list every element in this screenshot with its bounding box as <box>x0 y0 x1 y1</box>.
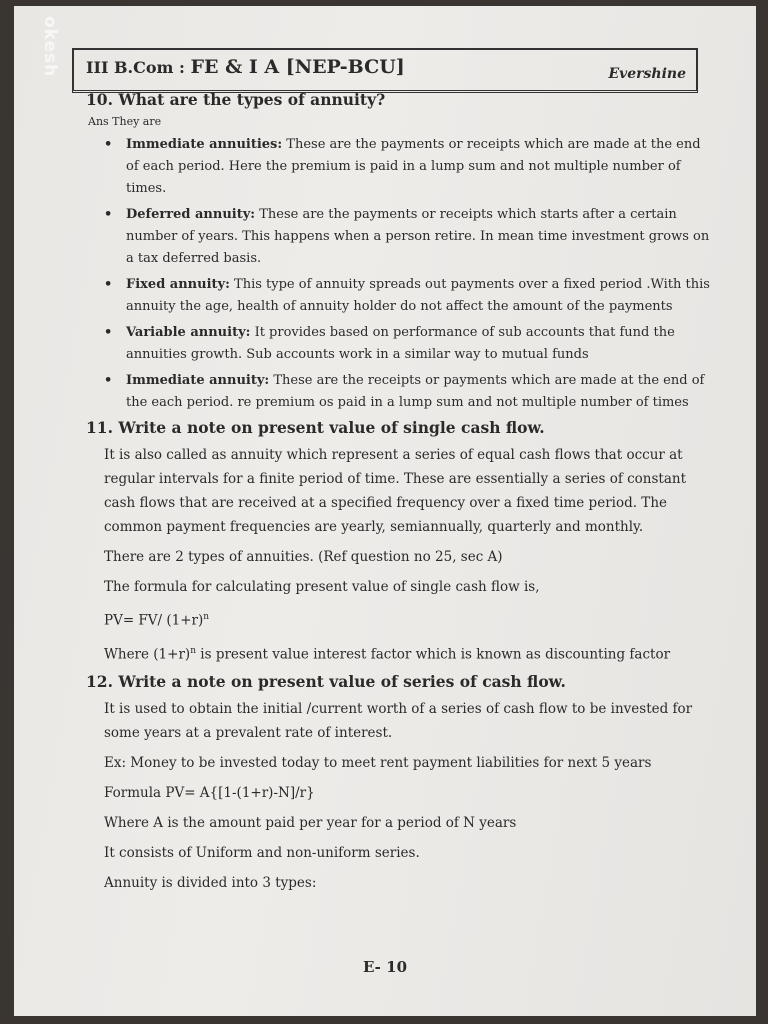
list-item-text: It provides based on performance of sub accounts that fund the annuities growth. Sub accounts work in a similar way to mutual funds <box>126 325 675 362</box>
list-item <box>104 134 714 200</box>
paragraph: Ex: Money to be invested today to meet rent payment liabilities for next 5 years <box>104 755 652 771</box>
list-item-text: These are the payments or receipts which starts after a certain number of years. This happens when a person retire. In mean time investment grows on a tax deferred basis. <box>126 207 710 266</box>
list-item-term: Immediate annuity: <box>126 373 270 388</box>
formula-exponent: n <box>190 645 196 656</box>
list-item-text: These are the payments or receipts which are made at the end of each period. Here the premium is paid in a lump sum and not multiple number of times. <box>126 137 701 196</box>
course-title <box>86 56 405 78</box>
list-item <box>104 322 714 366</box>
formula-exponent: n <box>203 612 210 622</box>
list-item <box>104 370 714 414</box>
course-title-prefix: III B.Com : <box>86 58 191 77</box>
list-item-term: Fixed annuity: <box>126 277 230 292</box>
course-title-main: FE & I A [NEP-BCU] <box>190 56 405 78</box>
list-item <box>104 204 714 270</box>
paragraph-part: Where (1+r) <box>104 646 191 662</box>
formula: Formula PV= A{[1-(1+r)-N]/r} <box>104 785 315 801</box>
question-12-body <box>74 697 714 895</box>
question-12-title: 12. Write a note on present value of series of cash flow. <box>86 672 566 691</box>
paragraph-part: is present value interest factor which is known as discounting factor <box>195 646 671 662</box>
formula-main: PV= FV/ (1+r) <box>104 612 204 629</box>
bullet-icon: • <box>104 137 113 152</box>
paragraph: It is used to obtain the initial /current worth of a series of cash flow to be invested for some years at a prevalent rate of interest. <box>104 701 693 741</box>
page-number: E- 10 <box>362 958 408 976</box>
list-item-text: These are the receipts or payments which are made at the end of the each period. re premium os paid in a lump sum and not multiple number of times <box>126 373 705 410</box>
page-content <box>74 90 714 901</box>
document-page <box>14 6 756 1016</box>
bullet-icon: • <box>104 325 113 340</box>
question-10-title: 10. What are the types of annuity? <box>86 90 386 109</box>
question-11-body <box>74 443 714 666</box>
paragraph: It is also called as annuity which represent a series of equal cash flows that occur at regular intervals for a finite period of time. These are essentially a series of constant cash flows that are received at a specified frequency over a fixed time period. The common payment frequencies are yearly, semiannually, quarterly and monthly. <box>104 447 687 535</box>
paragraph: Annuity is divided into 3 types: <box>104 875 317 891</box>
page-header <box>72 48 698 93</box>
list-item-text: This type of annuity spreads out payments over a fixed period .With this annuity the age, health of annuity holder do not affect the amount of the payments <box>126 277 710 314</box>
paragraph: Where A is the amount paid per year for a period of N years <box>104 815 517 831</box>
bullet-icon: • <box>104 207 113 222</box>
watermark: okesh <box>40 16 60 78</box>
list-item <box>104 274 714 318</box>
paragraph: There are 2 types of annuities. (Ref question no 25, sec A) <box>104 549 503 565</box>
list-item-term: Deferred annuity: <box>126 207 256 222</box>
bullet-icon: • <box>104 277 113 292</box>
bullet-icon: • <box>104 373 113 388</box>
list-item-term: Immediate annuities: <box>126 137 283 152</box>
publisher-name: Evershine <box>608 66 686 82</box>
formula <box>104 605 714 633</box>
annuity-types-list <box>74 134 714 414</box>
list-item-term: Variable annuity: <box>126 325 251 340</box>
question-11-title: 11. Write a note on present value of single cash flow. <box>86 418 545 437</box>
paragraph: It consists of Uniform and non-uniform series. <box>104 845 420 861</box>
paragraph <box>104 639 714 667</box>
answer-intro: Ans They are <box>88 115 162 128</box>
paragraph: The formula for calculating present value of single cash flow is, <box>104 579 540 595</box>
